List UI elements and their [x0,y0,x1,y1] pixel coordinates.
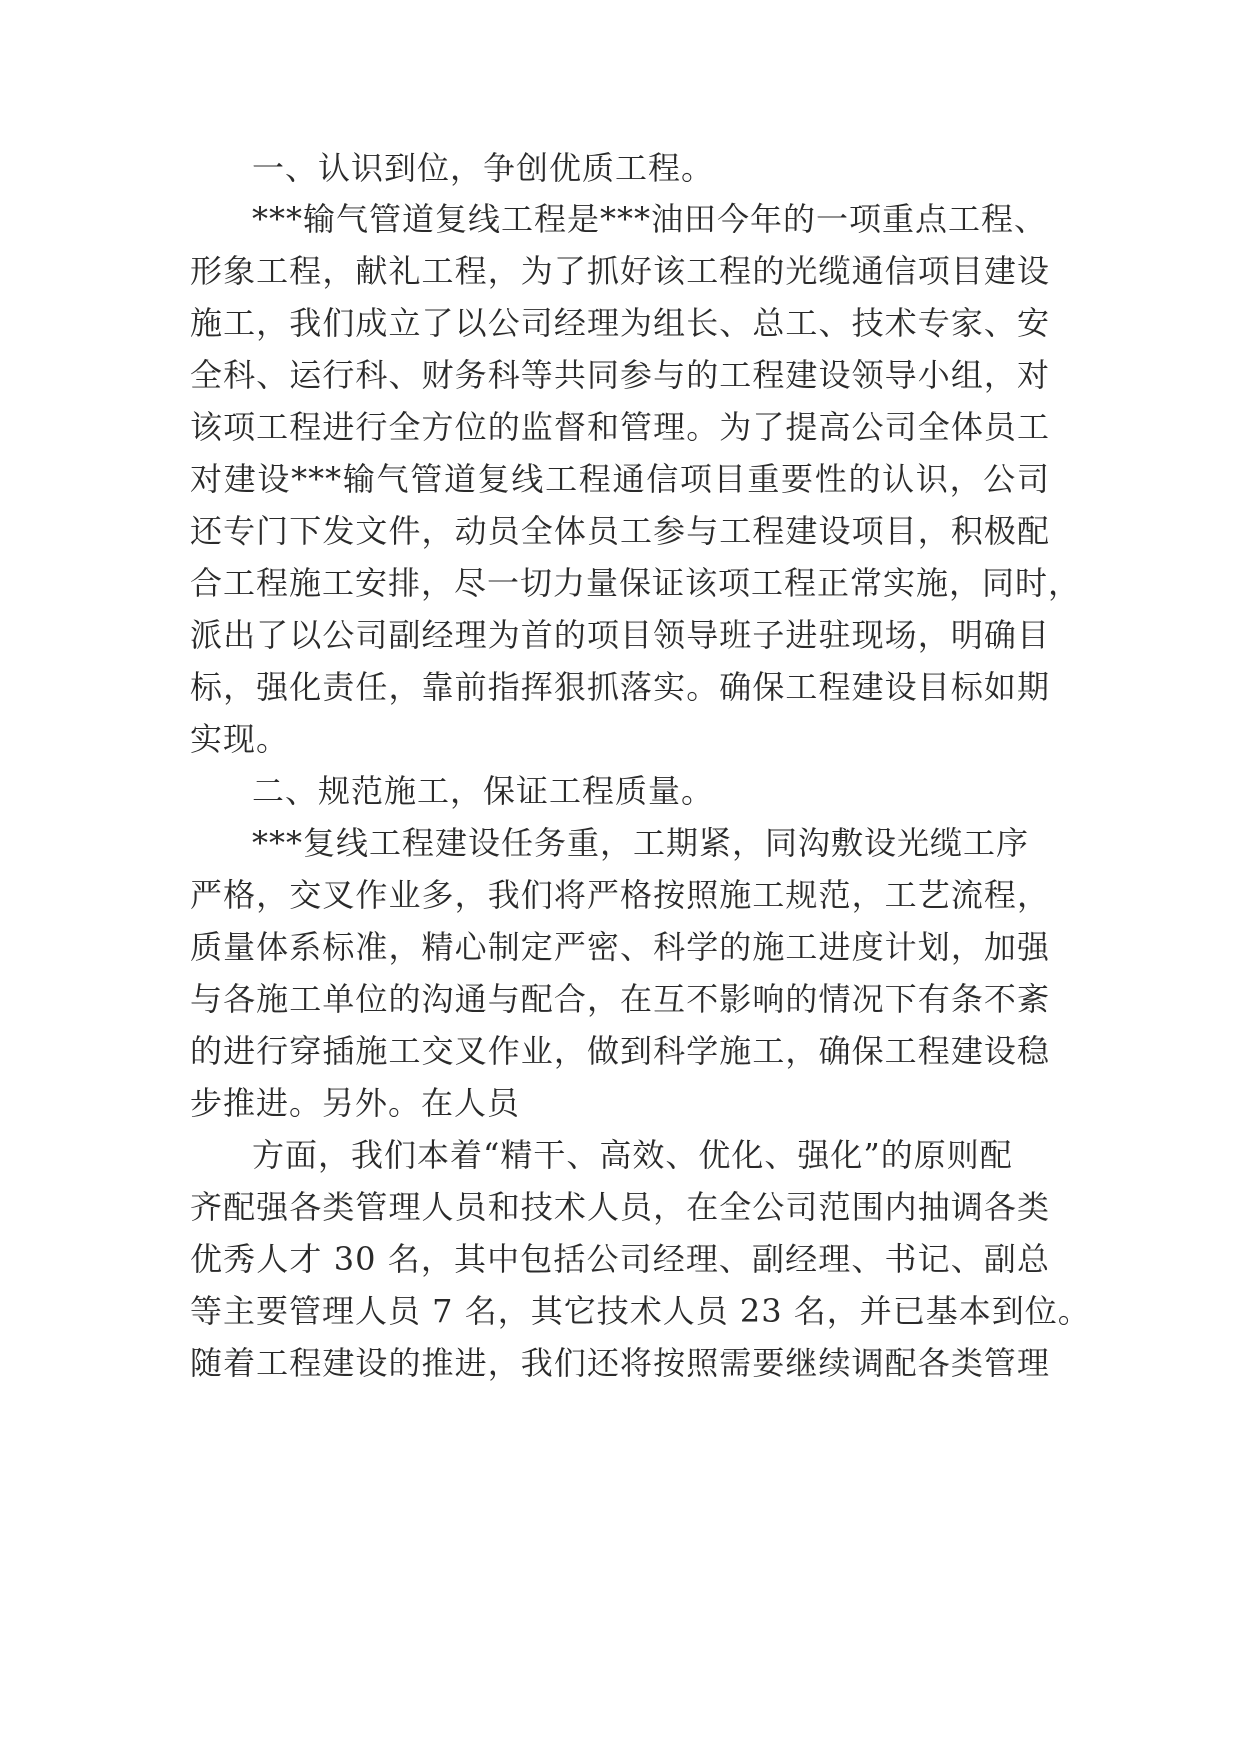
paragraph-line: 方面，我们本着“精干、高效、优化、强化”的原则配 [252,1136,1013,1174]
paragraph-line: 合工程施工安排，尽一切力量保证该项工程正常实施，同时， [190,564,1082,602]
heading-one: 一、认识到位，争创优质工程。 [252,149,715,187]
paragraph-line: 随着工程建设的推进，我们还将按照需要继续调配各类管理 [190,1344,1050,1382]
paragraph-line: 严格，交叉作业多，我们将严格按照施工规范，工艺流程， [190,876,1050,914]
paragraph-line: 的进行穿插施工交叉作业，做到科学施工，确保工程建设稳 [190,1032,1050,1070]
paragraph-line: 对建设***输气管道复线工程通信项目重要性的认识，公司 [190,460,1050,498]
paragraph-line: 质量体系标准，精心制定严密、科学的施工进度计划，加强 [190,928,1050,966]
paragraph-line: 还专门下发文件，动员全体员工参与工程建设项目，积极配 [190,512,1050,550]
paragraph-line: 齐配强各类管理人员和技术人员，在全公司范围内抽调各类 [190,1188,1050,1226]
paragraph-line: 优秀人才 30 名，其中包括公司经理、副经理、书记、副总 [190,1240,1050,1278]
heading-two: 二、规范施工，保证工程质量。 [252,772,715,810]
paragraph-line: ***复线工程建设任务重，工期紧，同沟敷设光缆工序 [252,824,1030,862]
paragraph-line: ***输气管道复线工程是***油田今年的一项重点工程、 [252,200,1048,238]
paragraph-line: 形象工程，献礼工程，为了抓好该工程的光缆通信项目建设 [190,252,1050,290]
paragraph-line: 该项工程进行全方位的监督和管理。为了提高公司全体员工 [190,408,1050,446]
paragraph-line: 全科、运行科、财务科等共同参与的工程建设领导小组，对 [190,356,1050,394]
paragraph-line: 标，强化责任，靠前指挥狠抓落实。确保工程建设目标如期 [190,668,1050,706]
paragraph-line: 等主要管理人员 7 名，其它技术人员 23 名，并已基本到位。 [190,1292,1091,1330]
paragraph-line: 与各施工单位的沟通与配合，在互不影响的情况下有条不紊 [190,980,1050,1018]
paragraph-line: 派出了以公司副经理为首的项目领导班子进驻现场，明确目 [190,616,1050,654]
paragraph-line: 实现。 [190,720,290,758]
paragraph-line: 步推进。另外。在人员 [190,1084,521,1122]
paragraph-line: 施工，我们成立了以公司经理为组长、总工、技术专家、安 [190,304,1050,342]
